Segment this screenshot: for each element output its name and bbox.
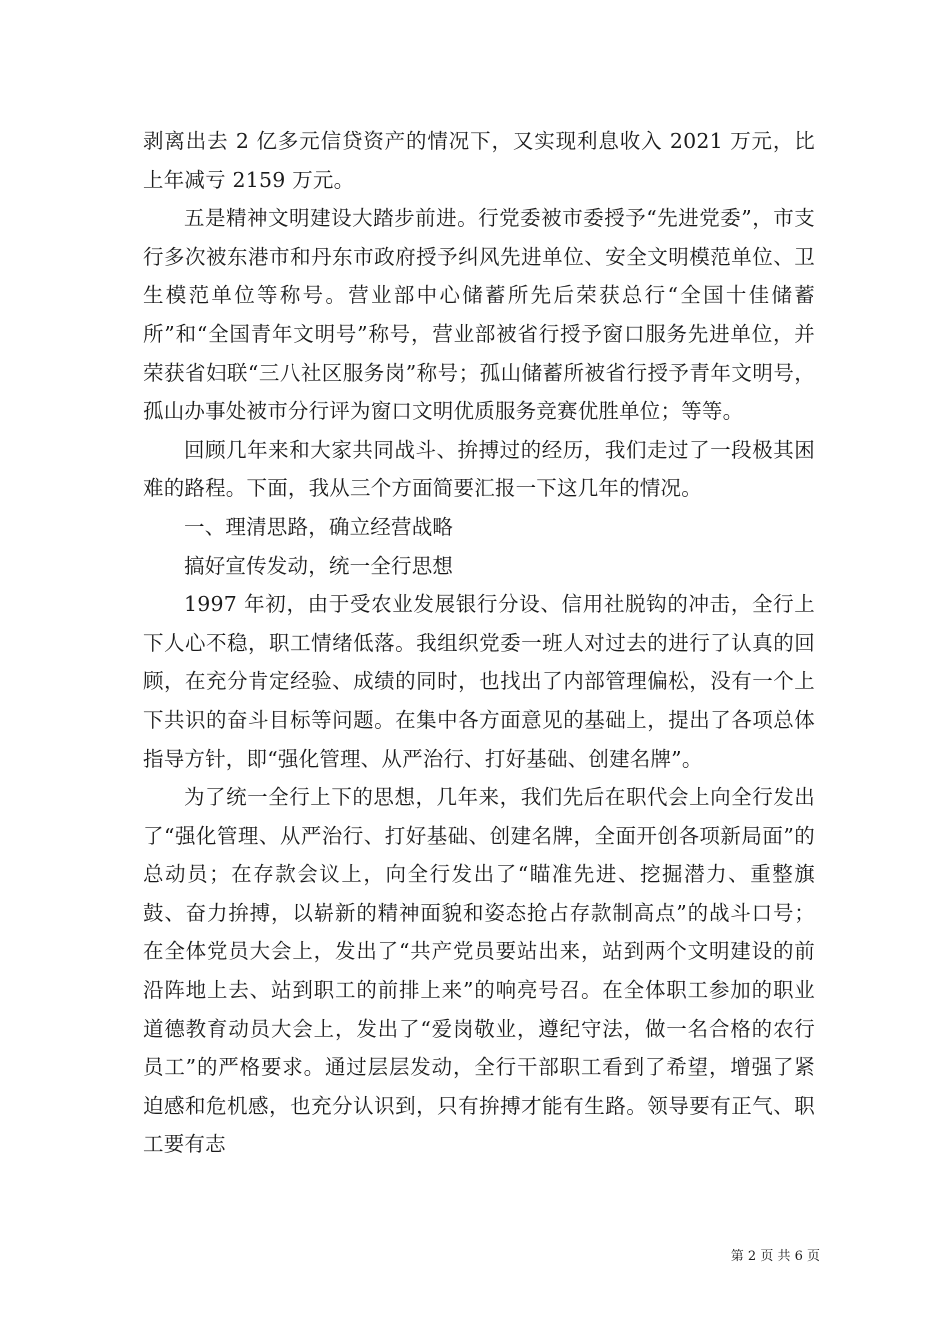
sub-heading: 搞好宣传发动，统一全行思想	[184, 553, 454, 578]
paragraph-4: 1997 年初，由于受农业发展银行分设、信用社脱钩的冲击，全行上下人心不稳，职工情绪低落。我组织党委一班人对过去的进行了认真的回顾，在充分肯定经验、成绩的同时，也找出了内部管理偏松，没有一个上下共识的奋斗目标等问题。在集中各方面意见的基础上，提出了各项总体指导方针，即“强化管理、从严治行、打好基础、创建名牌”。	[143, 592, 815, 771]
paragraph-5: 为了统一全行上下的思想，几年来，我们先后在职代会上向全行发出了“强化管理、从严治行、打好基础、创建名牌，全面开创各项新局面”的总动员；在存款会议上，向全行发出了“瞄准先进、挖掘潜力、重整旗鼓、奋力拚搏，以崭新的精神面貌和姿态抢占存款制高点”的战斗口号；在全体党员大会上，发出了“共产党员要站出来，站到两个文明建设的前沿阵地上去、站到职工的前排上来”的响亮号召。在全体职工参加的职业道德教育动员大会上，发出了“爱岗敬业，遵纪守法，做一名合格的农行员工”的严格要求。通过层层发动，全行干部职工看到了希望，增强了紧迫感和危机感，也充分认识到，只有拚搏才能有生路。领导要有正气、职工要有志	[143, 785, 815, 1157]
paragraph-1: 剥离出去 2 亿多元信贷资产的情况下，又实现利息收入 2021 万元，比上年减亏 2159 万元。	[143, 129, 815, 192]
page-number: 第 2 页 共 6 页	[730, 1249, 820, 1264]
paragraph-3: 回顾几年来和大家共同战斗、拚搏过的经历，我们走过了一段极其困难的路程。下面，我从三个方面简要汇报一下这几年的情况。	[143, 437, 815, 501]
section-heading: 一、理清思路，确立经营战略	[184, 514, 454, 539]
paragraph-2: 五是精神文明建设大踏步前进。行党委被市委授予“先进党委”，市支行多次被东港市和丹东市政府授予纠风先进单位、安全文明模范单位、卫生模范单位等称号。营业部中心储蓄所先后荣获总行“全国十佳储蓄所”和“全国青年文明号”称号，营业部被省行授予窗口服务先进单位，并荣获省妇联“三八社区服务岗”称号；孤山储蓄所被省行授予青年文明号，孤山办事处被市分行评为窗口文明优质服务竞赛优胜单位；等等。	[143, 206, 815, 424]
body-text	[143, 122, 815, 1164]
